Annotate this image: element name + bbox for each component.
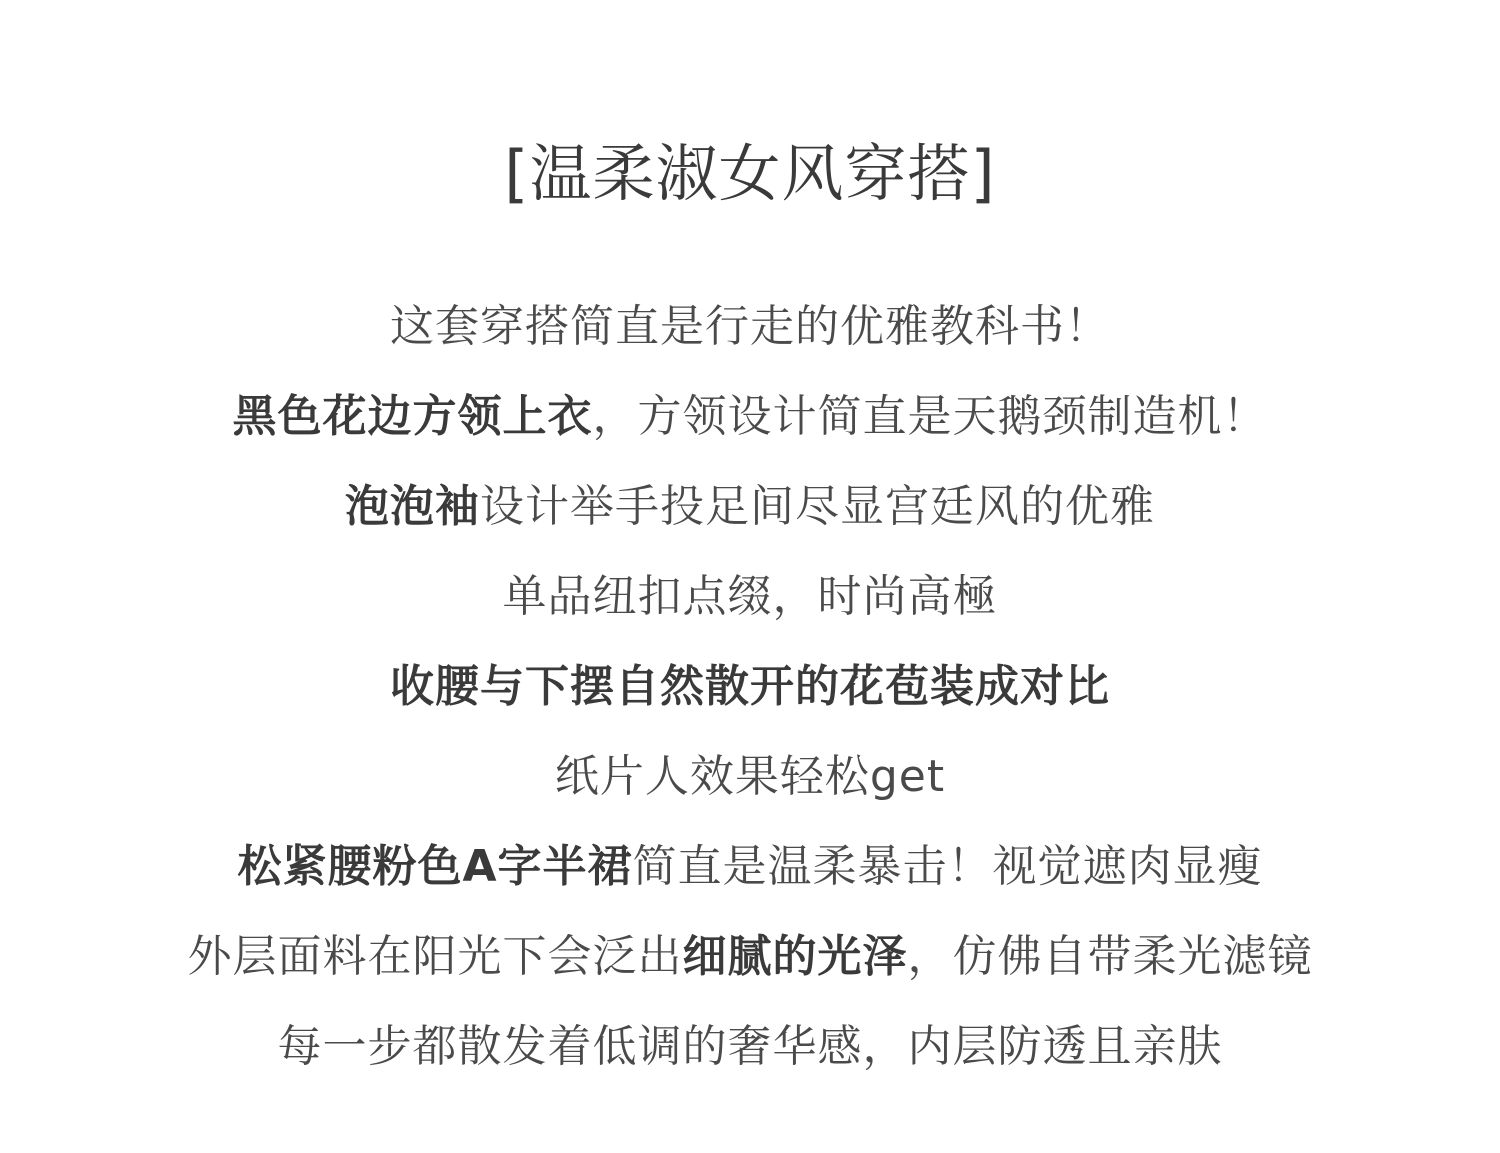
- text-line-5: [0, 642, 1500, 732]
- text-line-2: [0, 372, 1500, 462]
- page-title: [温柔淑女风穿搭]: [504, 137, 996, 210]
- line-text: 纸片人效果轻松get: [554, 751, 946, 802]
- text-line-8: [0, 912, 1500, 1002]
- highlight-text: 黑色花边方领上衣: [232, 391, 593, 442]
- highlight-text: 收腰与下摆自然散开的花苞装成对比: [390, 661, 1110, 712]
- line-text: 外层面料在阳光下会泛出: [187, 931, 683, 982]
- highlight-text: 细腻的光泽: [682, 931, 908, 982]
- line-text: 每一步都散发着低调的奢华感，内层防透且亲肤: [277, 1021, 1223, 1072]
- line-text: 这套穿搭简直是行走的优雅教科书！: [390, 301, 1110, 352]
- text-line-1: [0, 282, 1500, 372]
- text-line-7: [0, 822, 1500, 912]
- line-text: 单品纽扣点缀，时尚高極: [502, 571, 998, 622]
- highlight-text: 泡泡袖: [345, 481, 480, 532]
- line-text: 设计举手投足间尽显宫廷风的优雅: [480, 481, 1155, 532]
- line-text: 简直是温柔暴击！视觉遮肉显瘦: [632, 841, 1263, 892]
- text-line-9: [0, 1002, 1500, 1092]
- line-text: ，方领设计简直是天鹅颈制造机！: [592, 391, 1268, 442]
- text-line-6: [0, 732, 1500, 822]
- text-line-3: [0, 462, 1500, 552]
- description-block: [0, 282, 1500, 1092]
- text-line-4: [0, 552, 1500, 642]
- highlight-text: 松紧腰粉色A字半裙: [237, 841, 633, 892]
- line-text: ，仿佛自带柔光滤镜: [907, 931, 1313, 982]
